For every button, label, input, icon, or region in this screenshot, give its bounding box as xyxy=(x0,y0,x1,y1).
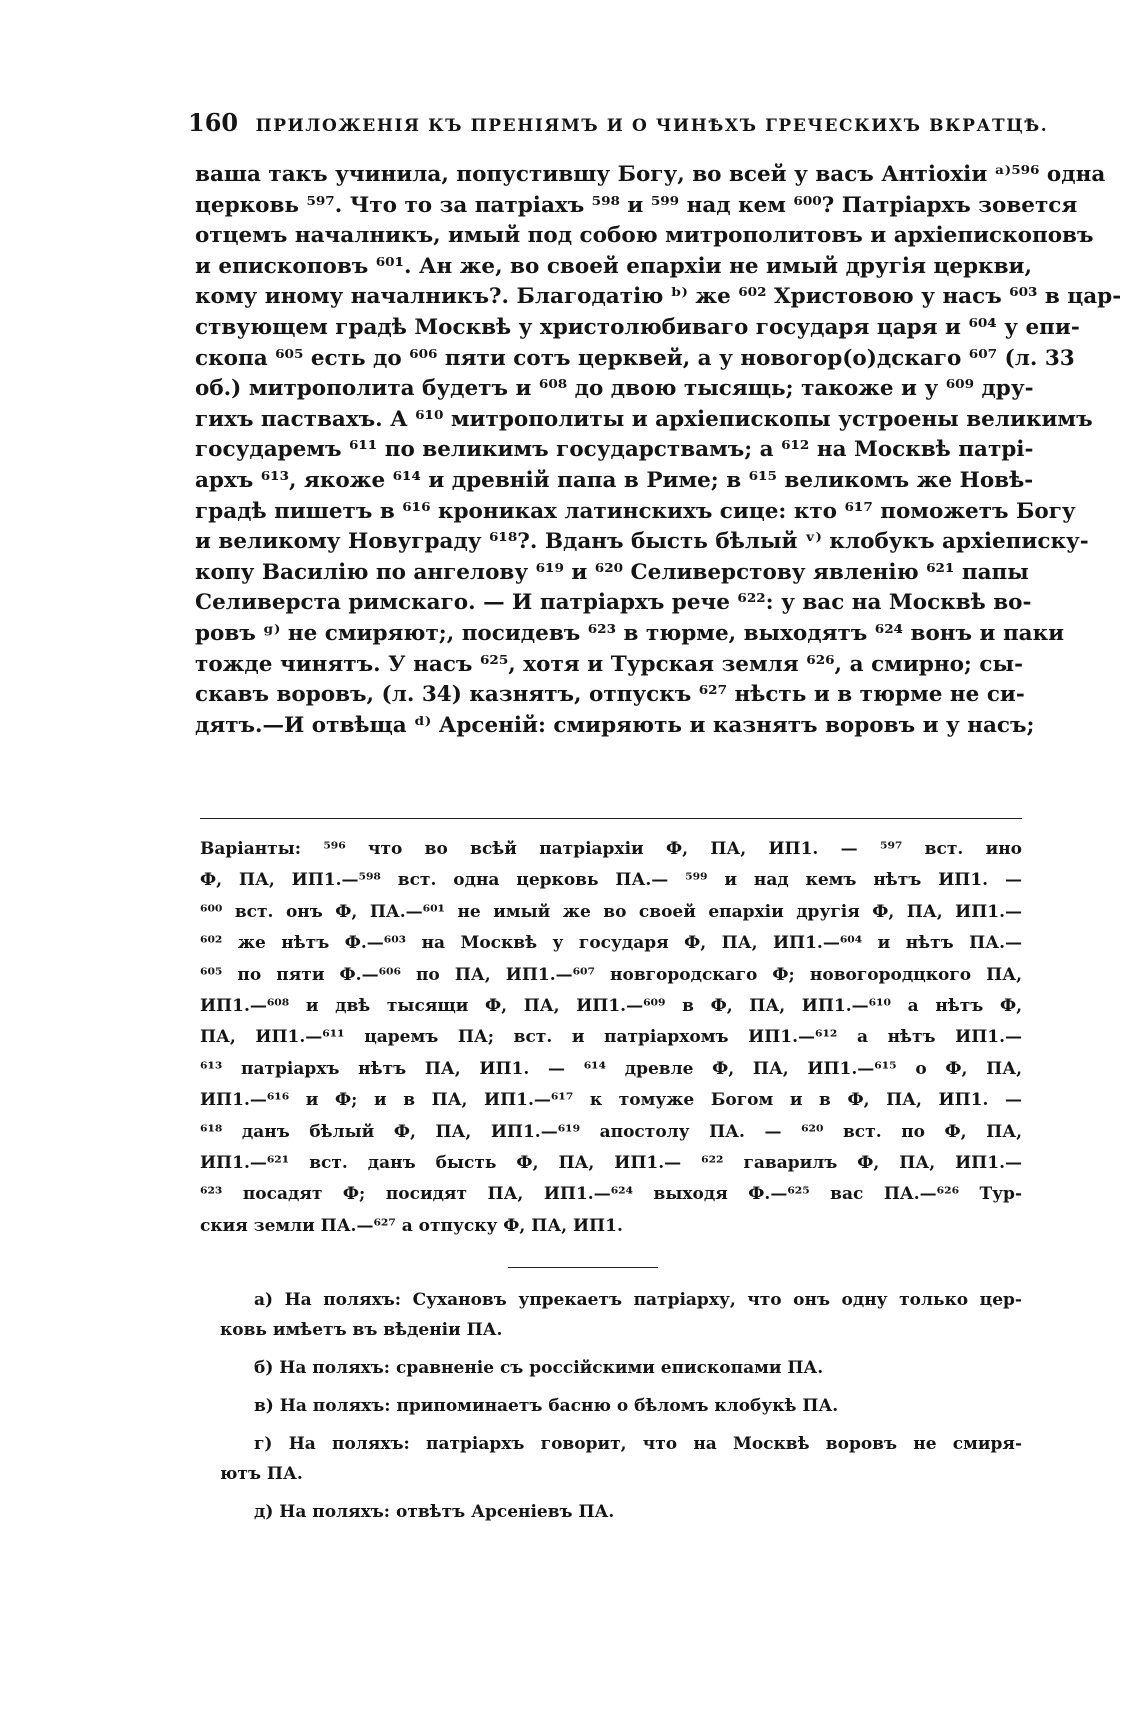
running-title: ПРИЛОЖЕНІЯ КЪ ПРЕНІЯМЪ И О ЧИНѢХЪ ГРЕЧЕСКИХЪ ВКРАТЦѢ. xyxy=(255,116,1049,136)
footnote-text: б) На поляхъ: сравненіе съ россійскими епископами ПА. xyxy=(254,1358,824,1378)
footnote xyxy=(220,1285,1022,1345)
footnote xyxy=(220,1497,1022,1527)
text-line: скопа ⁶⁰⁵ есть до ⁶⁰⁶ пяти сотъ церквей, а у новогор(о)дскаго ⁶⁰⁷ (л. 33 xyxy=(195,345,1075,371)
text-line: архъ ⁶¹³, якоже ⁶¹⁴ и древній папа в Риме; в ⁶¹⁵ великомъ же Новѣ- xyxy=(195,467,1034,493)
text-line: Селиверста римскаго. — И патріархъ рече ⁶²²: у вас на Москвѣ во- xyxy=(195,590,1032,616)
footnote-text: г) На поляхъ: патріархъ говорит, что на Москвѣ воровъ не смиря- xyxy=(254,1434,1022,1454)
variant-line: ПА, ИП1.—⁶¹¹ царемъ ПА; вст. и патріархомъ ИП1.—⁶¹² а нѣтъ ИП1.— xyxy=(200,1027,1022,1048)
main-text xyxy=(195,160,1122,741)
text-line: ровъ ᵍ⁾ не смиряют;, посидевъ ⁶²³ в тюрме, выходятъ ⁶²⁴ вонъ и паки xyxy=(195,620,1065,646)
footnote-continuation: ковь имѣетъ въ вѣденіи ПА. xyxy=(220,1320,503,1340)
variant-line: ⁶¹⁸ данъ бѣлый Ф, ПА, ИП1.—⁶¹⁹ апостолу ПА. — ⁶²⁰ вст. по Ф, ПА, xyxy=(200,1121,1022,1142)
text-line: кому иному началникъ?. Благодатію ᵇ⁾ же ⁶⁰² Христовою у насъ ⁶⁰³ в цар- xyxy=(195,284,1122,310)
footnote xyxy=(220,1353,1022,1383)
variant-line: ⁶²³ посадят Ф; посидят ПА, ИП1.—⁶²⁴ выходя Ф.—⁶²⁵ вас ПА.—⁶²⁶ Тур- xyxy=(200,1184,1022,1205)
variant-line: Варіанты: ⁵⁹⁶ что во всѣй патріархіи Ф, ПА, ИП1. — ⁵⁹⁷ вст. ино xyxy=(200,839,1022,859)
variant-line: ския земли ПА.—⁶²⁷ а отпуску Ф, ПА, ИП1. xyxy=(200,1215,623,1236)
text-line: и великому Новуграду ⁶¹⁸?. Вданъ бысть бѣлый ᵛ⁾ клобукъ архіеписку- xyxy=(195,529,1089,555)
text-line: ваша такъ учинила, попустившу Богу, во всей у васъ Антіохіи ᵃ⁾⁵⁹⁶ одна xyxy=(195,162,1106,187)
text-line: об.) митрополита будетъ и ⁶⁰⁸ до двою тысящь; такоже и у ⁶⁰⁹ дру- xyxy=(195,376,1034,402)
text-line: и епископовъ ⁶⁰¹. Ан же, во своей епархіи не имый другія церкви, xyxy=(195,253,1032,279)
text-line: церковь ⁵⁹⁷. Что то за патріахъ ⁵⁹⁸ и ⁵⁹⁹ над кем ⁶⁰⁰? Патріархъ зовется xyxy=(195,192,1078,218)
text-line: государемъ ⁶¹¹ по великимъ государствамъ; а ⁶¹² на Москвѣ патрі- xyxy=(195,437,1034,463)
variant-line: ⁶⁰² же нѣтъ Ф.—⁶⁰³ на Москвѣ у государя Ф, ПА, ИП1.—⁶⁰⁴ и нѣтъ ПА.— xyxy=(200,933,1022,954)
variant-line: ИП1.—⁶²¹ вст. данъ бысть Ф, ПА, ИП1.— ⁶²² гаварилъ Ф, ПА, ИП1.— xyxy=(200,1152,1022,1173)
footnote-text: а) На поляхъ: Сухановъ упрекаетъ патріарху, что онъ одну только цер- xyxy=(254,1290,1022,1310)
text-line: ствующем градѣ Москвѣ у христолюбиваго государя царя и ⁶⁰⁴ у епи- xyxy=(195,314,1080,340)
variant-line: ⁶¹³ патріархъ нѣтъ ПА, ИП1. — ⁶¹⁴ древле Ф, ПА, ИП1.—⁶¹⁵ о Ф, ПА, xyxy=(200,1058,1022,1079)
footnotes xyxy=(220,1285,1022,1535)
footnote xyxy=(220,1391,1022,1421)
text-line: гихъ паствахъ. А ⁶¹⁰ митрополиты и архіепископы устроены великимъ xyxy=(195,406,1093,432)
variant-line: ⁶⁰⁰ вст. онъ Ф, ПА.—⁶⁰¹ не имый же во своей епархіи другія Ф, ПА, ИП1.— xyxy=(200,901,1022,922)
footnote-text: д) На поляхъ: отвѣтъ Арсеніевъ ПА. xyxy=(254,1502,615,1522)
text-line: дятъ.—И отвѣща ᵈ⁾ Арсеній: смиряють и казнятъ воровъ и у насъ; xyxy=(195,712,1035,738)
variant-line: ИП1.—⁶⁰⁸ и двѣ тысящи Ф, ПА, ИП1.—⁶⁰⁹ в Ф, ПА, ИП1.—⁶¹⁰ а нѣтъ Ф, xyxy=(200,995,1022,1016)
variant-line: ⁶⁰⁵ по пяти Ф.—⁶⁰⁶ по ПА, ИП1.—⁶⁰⁷ новгородскаго Ф; новогородцкого ПА, xyxy=(200,964,1022,985)
text-line: отцемъ началникъ, имый под собою митрополитовъ и архіепископовъ xyxy=(195,223,1094,249)
footnote xyxy=(220,1429,1022,1489)
running-header xyxy=(188,108,1049,137)
text-line: копу Василію по ангелову ⁶¹⁹ и ⁶²⁰ Селиверстову явленію ⁶²¹ папы xyxy=(195,559,1029,585)
text-line: скавъ воровъ, (л. 34) казнятъ, отпускъ ⁶²⁷ нѣсть и в тюрме не си- xyxy=(195,682,1025,708)
page-number: 160 xyxy=(188,108,239,137)
variant-line: Ф, ПА, ИП1.—⁵⁹⁸ вст. одна церковь ПА.— ⁵⁹⁹ и над кемъ нѣтъ ИП1. — xyxy=(200,870,1022,891)
section-divider xyxy=(200,818,1022,819)
variants-apparatus xyxy=(200,834,1022,1242)
text-line: тожде чинятъ. У насъ ⁶²⁵, хотя и Турская земля ⁶²⁶, а смирно; сы- xyxy=(195,651,1023,677)
footnote-continuation: ютъ ПА. xyxy=(220,1464,303,1484)
variant-line: ИП1.—⁶¹⁶ и Ф; и в ПА, ИП1.—⁶¹⁷ к томуже Богом и в Ф, ПА, ИП1. — xyxy=(200,1090,1022,1111)
footnote-divider xyxy=(508,1267,658,1268)
footnote-text: в) На поляхъ: припоминаетъ басню о бѣломъ клобукѣ ПА. xyxy=(254,1396,839,1416)
text-line: градѣ пишетъ в ⁶¹⁶ крониках латинскихъ сице: кто ⁶¹⁷ поможетъ Богу xyxy=(195,498,1076,524)
